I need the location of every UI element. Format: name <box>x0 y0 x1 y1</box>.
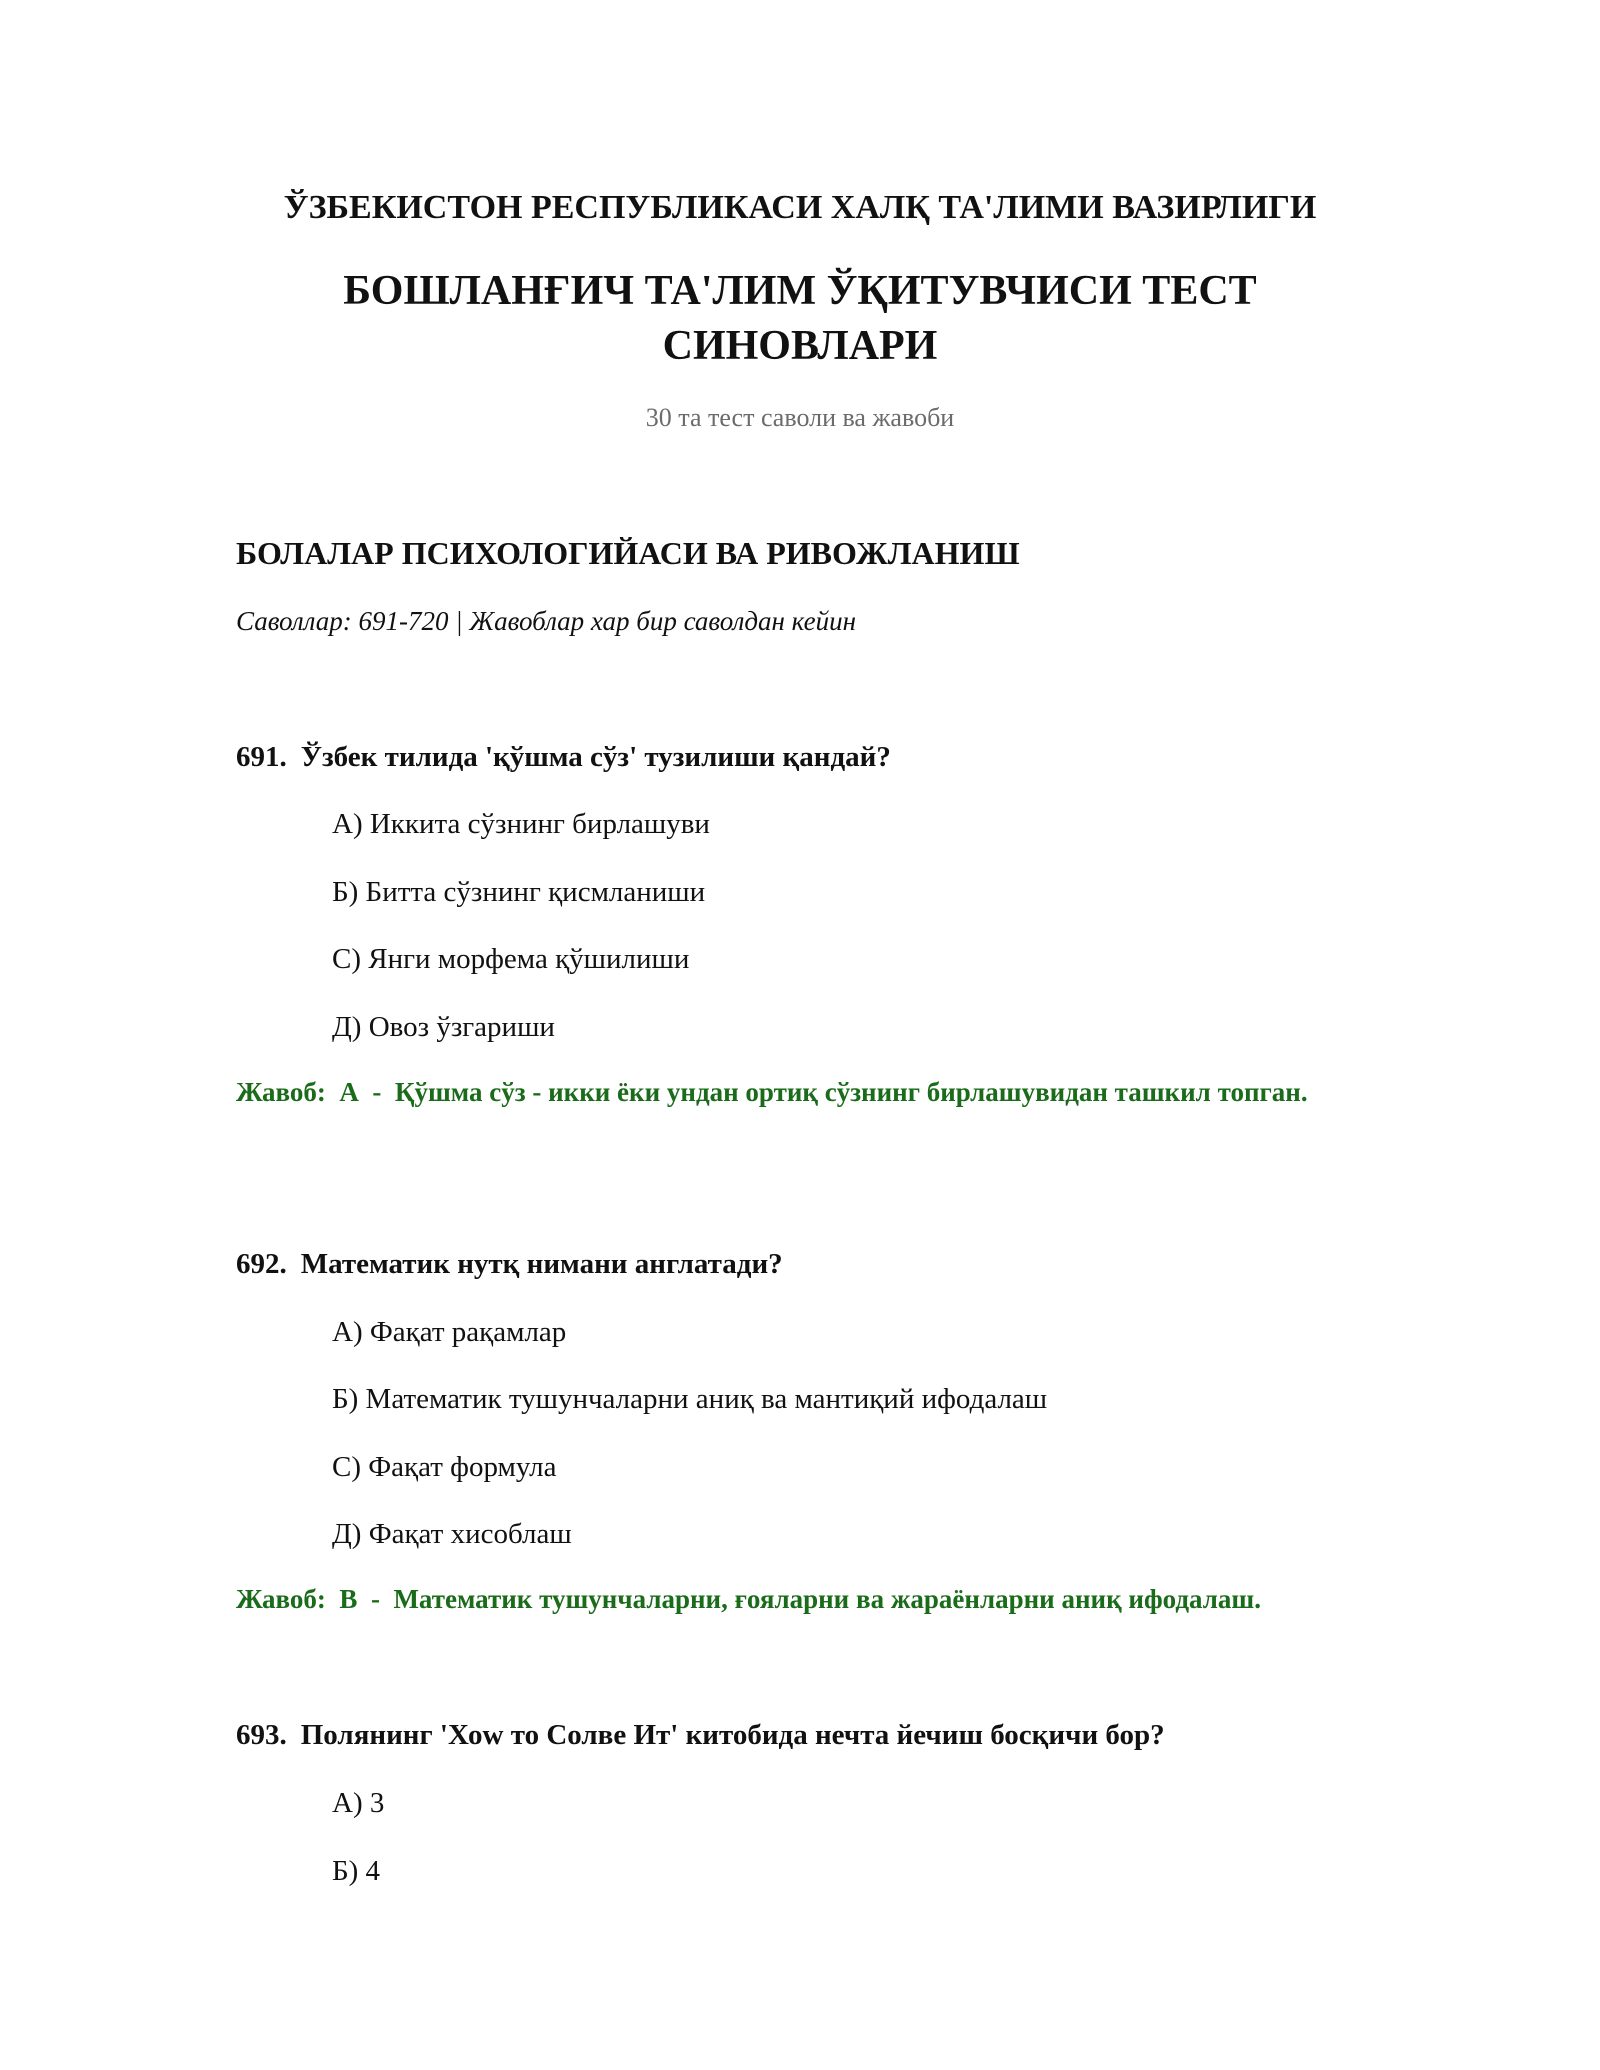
section-title: БОЛАЛАР ПСИХОЛОГИЙАСИ ВА РИВОЖЛАНИШ <box>236 535 1020 571</box>
option-a: А) Иккита сўзнинг бирлашуви <box>332 808 710 840</box>
question-number: 693. <box>236 1719 287 1751</box>
document-title: БОШЛАНҒИЧ ТА'ЛИМ ЎҚИТУВЧИСИ ТЕСТ СИНОВЛАРИ <box>343 268 1257 369</box>
option-a: А) Фақат рақамлар <box>332 1316 567 1348</box>
question-text: Математик нутқ нимани англатади? <box>300 1248 783 1280</box>
question-text: Ўзбек тилида 'қўшма сўз' тузилиши қандай? <box>300 741 891 773</box>
question-691 <box>236 739 891 775</box>
option-b: Б) Математик тушунчаларни аниқ ва мантиқий ифодалаш <box>332 1383 1048 1415</box>
answer-letter: В <box>339 1584 358 1614</box>
question-693 <box>236 1717 1165 1753</box>
answer-text: Қўшма сўз - икки ёки ундан ортиқ сўзнинг бирлашувидан ташкил топган. <box>394 1077 1308 1107</box>
option-b: Б) 4 <box>332 1855 381 1887</box>
answer-label: Жавоб: <box>236 1584 326 1614</box>
answer-691: Жавоб: А - Қўшма сўз - икки ёки ундан ортиқ сўзнинг бирлашувидан ташкил топган. <box>236 1077 1308 1107</box>
option-d: Д) Овоз ўзгариши <box>332 1011 555 1043</box>
question-number: 692. <box>236 1248 287 1280</box>
answer-label: Жавоб: <box>236 1077 326 1107</box>
section-note: Саволлар: 691-720 | Жавоблар хар бир саволдан кейин <box>236 606 857 636</box>
answer-letter: А <box>339 1077 359 1107</box>
option-d: Д) Фақат хисоблаш <box>332 1518 572 1550</box>
question-number: 691. <box>236 741 287 773</box>
option-b: Б) Битта сўзнинг қисмланиши <box>332 876 706 908</box>
answer-text: Математик тушунчаларни, ғояларни ва жараёнларни аниқ ифодалаш. <box>393 1584 1261 1614</box>
question-692 <box>236 1246 783 1282</box>
answer-692: Жавоб: В - Математик тушунчаларни, ғояларни ва жараёнларни аниқ ифодалаш. <box>236 1584 1261 1614</box>
option-a: А) 3 <box>332 1787 385 1819</box>
document-subtitle: 30 та тест саволи ва жавоби <box>645 403 955 432</box>
question-text: Полянинг 'Хоw то Солве Ит' китобида нечта йечиш босқичи бор? <box>300 1719 1165 1751</box>
ministry-heading: ЎЗБЕКИСТОН РЕСПУБЛИКАСИ ХАЛҚ ТА'ЛИМИ ВАЗИРЛИГИ <box>283 189 1317 226</box>
option-c: С) Янги морфема қўшилиши <box>332 943 690 975</box>
option-c: С) Фақат формула <box>332 1451 557 1483</box>
